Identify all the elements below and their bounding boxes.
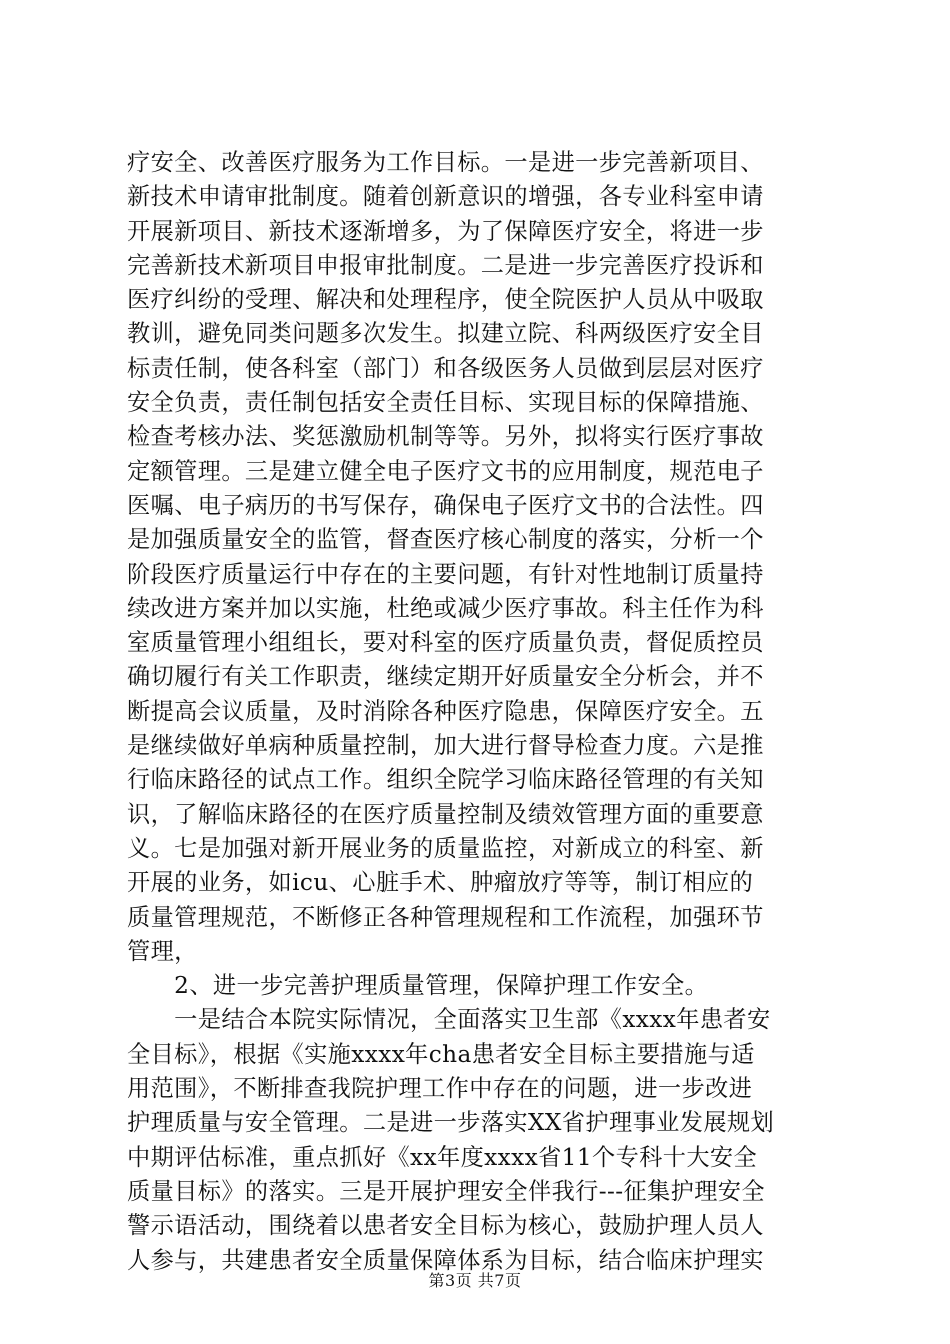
text-line: 标责任制，使各科室（部门）和各级医务人员做到层层对医疗 (127, 354, 764, 382)
text-line: 行临床路径的试点工作。组织全院学习临床路径管理的有关知 (127, 766, 764, 794)
text-line: 人参与，共建患者安全质量保障体系为目标，结合临床护理实 (127, 1246, 764, 1274)
text-line: 全目标》，根据《实施xxxx年cha患者安全目标主要措施与适 (127, 1040, 755, 1068)
text-line: 室质量管理小组组长，要对科室的医疗质量负责，督促质控员 (127, 629, 764, 657)
text-line: 开展的业务，如icu、心脏手术、肿瘤放疗等等，制订相应的 (127, 869, 754, 897)
text-line: 断提高会议质量，及时消除各种医疗隐患，保障医疗安全。五 (127, 697, 764, 725)
section-heading: 2、进一步完善护理质量管理，保障护理工作安全。 (127, 972, 709, 1000)
text-line: 教训，避免同类问题多次发生。拟建立院、科两级医疗安全目 (127, 320, 764, 348)
text-line: 警示语活动，围绕着以患者安全目标为核心，鼓励护理人员人 (127, 1212, 764, 1240)
text-line: 疗安全、改善医疗服务为工作目标。一是进一步完善新项目、 (127, 149, 764, 176)
text-line: 一是结合本院实际情况，全面落实卫生部《xxxx年患者安 (127, 1006, 771, 1034)
text-line: 检查考核办法、奖惩激励机制等等。另外，拟将实行医疗事故 (127, 423, 764, 451)
text-line: 医疗纠纷的受理、解决和处理程序，使全院医护人员从中吸取 (127, 286, 764, 314)
text-line: 定额管理。三是建立健全电子医疗文书的应用制度，规范电子 (127, 457, 764, 485)
text-line: 确切履行有关工作职责，继续定期开好质量安全分析会，并不 (127, 663, 764, 691)
text-line: 护理质量与安全管理。二是进一步落实XX省护理事业发展规划 (127, 1109, 775, 1137)
page-number-footer: 第3页 共7页 (428, 1271, 522, 1290)
text-line: 开展新项目、新技术逐渐增多，为了保障医疗安全，将进一步 (127, 217, 764, 245)
text-line: 完善新技术新项目申报审批制度。二是进一步完善医疗投诉和 (127, 251, 764, 279)
text-line: 安全负责，责任制包括安全责任目标、实现目标的保障措施、 (127, 389, 764, 417)
document-body (127, 146, 833, 1278)
text-line: 质量管理规范，不断修正各种管理规程和工作流程，加强环节 (127, 903, 764, 931)
text-line: 质量目标》的落实。三是开展护理安全伴我行---征集护理安全 (127, 1177, 765, 1205)
text-line: 医嘱、电子病历的书写保存，确保电子医疗文书的合法性。四 (127, 491, 764, 519)
text-line: 新技术申请审批制度。随着创新意识的增强，各专业科室申请 (127, 183, 764, 211)
text-line: 义。七是加强对新开展业务的质量监控，对新成立的科室、新 (127, 834, 764, 862)
text-line: 中期评估标准，重点抓好《xx年度xxxx省11个专科十大安全 (127, 1143, 758, 1171)
text-line: 识，了解临床路径的在医疗质量控制及绩效管理方面的重要意 (127, 800, 764, 828)
text-line: 用范围》，不断排查我院护理工作中存在的问题，进一步改进 (127, 1075, 753, 1103)
text-line: 管理， (127, 937, 198, 965)
text-line: 阶段医疗质量运行中存在的主要问题，有针对性地制订质量持 (127, 560, 764, 588)
text-line: 续改进方案并加以实施，杜绝或减少医疗事故。科主任作为科 (127, 594, 764, 622)
text-line: 是继续做好单病种质量控制，加大进行督导检查力度。六是推 (127, 732, 764, 760)
text-line: 是加强质量安全的监管，督查医疗核心制度的落实，分析一个 (127, 526, 764, 554)
